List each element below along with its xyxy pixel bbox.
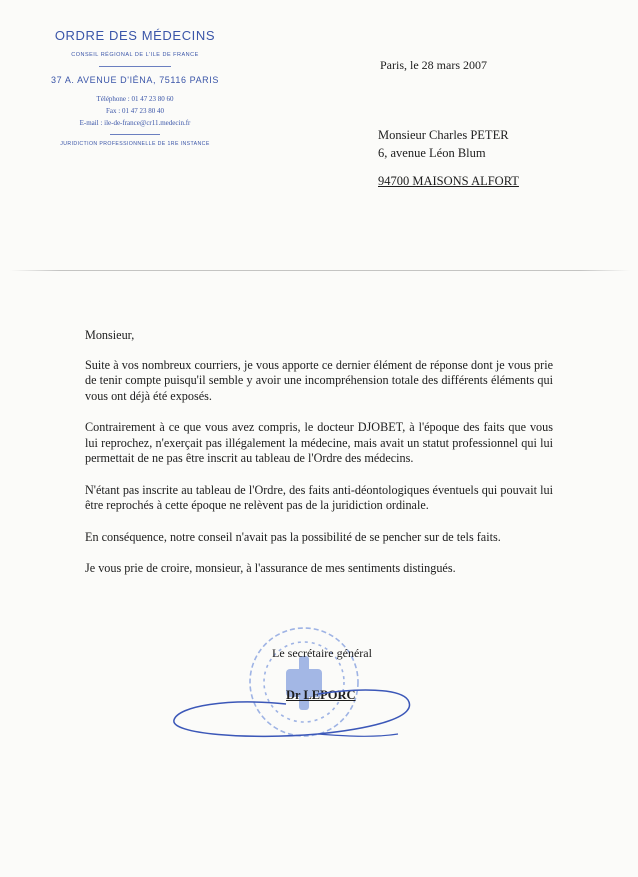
organization-name: ORDRE DES MÉDECINS [54, 28, 216, 43]
letterhead-jurisdiction: JURIDICTION PROFESSIONNELLE DE 1RE INSTANCE [60, 141, 210, 147]
recipient-city: 94700 MAISONS ALFORT [378, 174, 519, 188]
handwritten-signature-icon [168, 676, 428, 756]
recipient-name: Monsieur Charles PETER [378, 128, 509, 142]
body-paragraph: En conséquence, notre conseil n'avait pas la possibilité de se pencher sur de tels faits. [85, 529, 501, 544]
letterhead-phone: Téléphone : 01 47 23 80 60 [96, 95, 174, 103]
letterhead-divider [99, 66, 171, 67]
letterhead-address: 37 A. AVENUE D'IÉNA, 75116 PARIS [51, 75, 219, 85]
signatory-name: Dr LEPORC [286, 688, 356, 702]
letterhead-email: E-mail : ile-de-france@cr11.medecin.fr [79, 119, 191, 127]
letterhead-divider-small [110, 134, 160, 135]
closing-paragraph: Je vous prie de croire, monsieur, à l'assurance de mes sentiments distingués. [85, 561, 456, 575]
salutation: Monsieur, [85, 328, 135, 342]
body-paragraph: Contrairement à ce que vous avez compris, le docteur DJOBET, à l'époque des faits que vous lui reprochez, n'exerçait pas illégalement la médecine, mais avait un statut professionnel qui lui permettait de ne pas être inscrit au tableau de l'Ordre des médecins. [85, 420, 553, 465]
body-paragraph: Suite à vos nombreux courriers, je vous apporte ce dernier élément de réponse dont je vous prie de tenir compte puisqu'il semble y avoir une incompréhension totale des différents éléments qui vous ont déjà été exposés. [85, 357, 553, 403]
recipient-street: 6, avenue Léon Blum [378, 146, 486, 160]
letterhead-fax: Fax : 01 47 23 80 40 [106, 107, 164, 115]
letterhead [30, 28, 240, 147]
letter-date: Paris, le 28 mars 2007 [380, 58, 487, 72]
letter-body [85, 328, 553, 593]
council-name: CONSEIL RÉGIONAL DE L'ILE DE FRANCE [71, 52, 199, 58]
fold-line [10, 270, 630, 271]
letterhead-contact [30, 93, 240, 129]
recipient-address [378, 126, 519, 190]
body-paragraph: N'étant pas inscrite au tableau de l'Ordre, des faits anti-déontologiques éventuels qui pouvait lui être reprochés à cette époque ne relèvent pas de la juridiction ordinale. [85, 482, 553, 512]
signatory-title: Le secrétaire général [272, 646, 372, 660]
